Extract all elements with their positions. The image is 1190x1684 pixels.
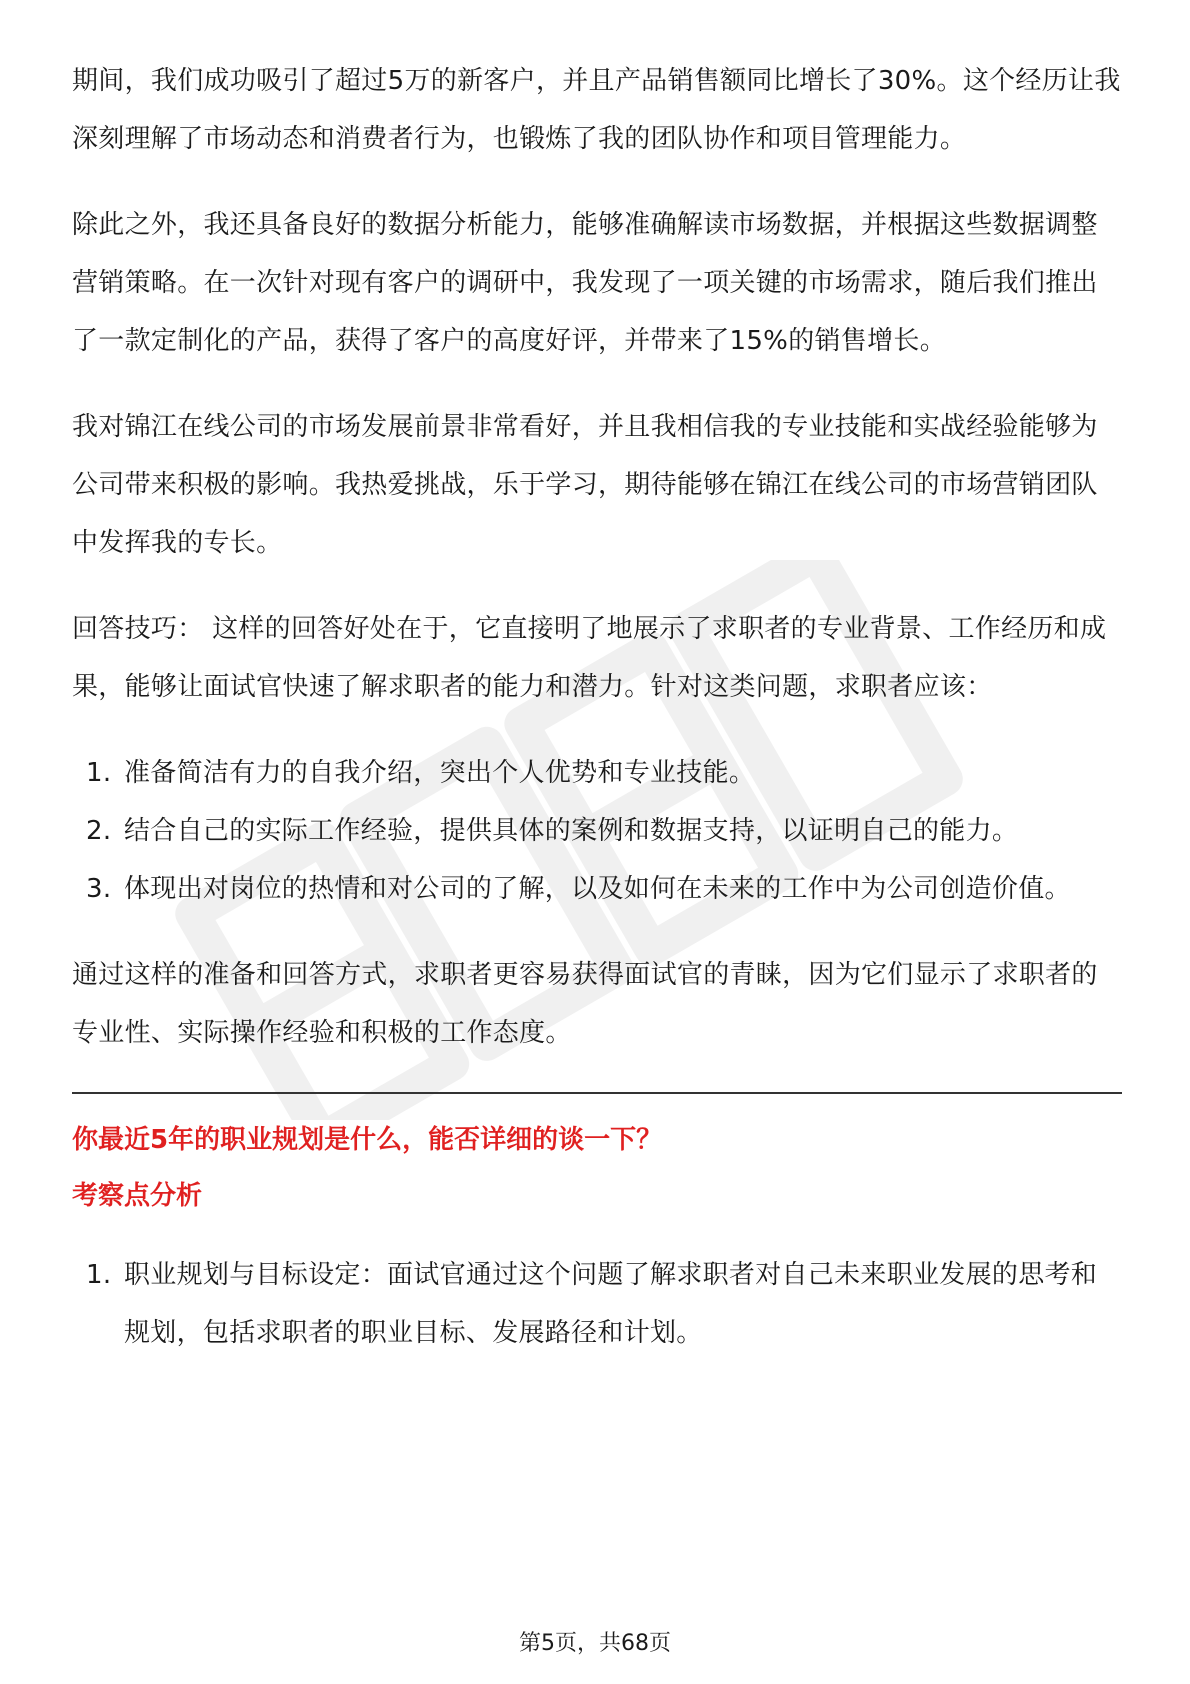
page-footer: 第5页，共68页 — [519, 1631, 671, 1656]
list-item — [72, 1246, 1122, 1362]
list-item-text: 体现出对岗位的热情和对公司的了解，以及如何在未来的工作中为公司创造价值。 — [124, 874, 1071, 904]
list-item-text: 结合自己的实际工作经验，提供具体的案例和数据支持，以证明自己的能力。 — [124, 816, 1019, 846]
list-item — [72, 744, 1122, 802]
list-item-text: 准备简洁有力的自我介绍，突出个人优势和专业技能。 — [124, 758, 756, 788]
list-item-number: 1. — [86, 758, 112, 788]
list-item-number: 2. — [86, 816, 112, 846]
document-page — [72, 52, 1122, 1390]
paragraph-data-analysis: 除此之外，我还具备良好的数据分析能力，能够准确解读市场数据，并根据这些数据调整营销策略。在一次针对现有客户的调研中，我发现了一项关键的市场需求，随后我们推出了一款定制化的产品，获得了客户的高度好评，并带来了15%的销售增长。 — [72, 210, 1098, 356]
analysis-list — [72, 1246, 1122, 1362]
list-item-number: 3. — [86, 874, 112, 904]
paragraph-answer-tips: 回答技巧： 这样的回答好处在于，它直接明了地展示了求职者的专业背景、工作经历和成果，能够让面试官快速了解求职者的能力和潜力。针对这类问题，求职者应该： — [72, 614, 1107, 702]
question-heading: 你最近5年的职业规划是什么，能否详细的谈一下？ — [72, 1125, 663, 1155]
analysis-heading: 考察点分析 — [72, 1181, 203, 1211]
list-item-number: 1. — [86, 1260, 112, 1290]
paragraph-closing: 通过这样的准备和回答方式，求职者更容易获得面试官的青睐，因为它们显示了求职者的专业性、实际操作经验和积极的工作态度。 — [72, 960, 1098, 1048]
list-item — [72, 802, 1122, 860]
tips-list — [72, 744, 1122, 918]
list-item-text: 职业规划与目标设定：面试官通过这个问题了解求职者对自己未来职业发展的思考和规划，包括求职者的职业目标、发展路径和计划。 — [124, 1260, 1098, 1348]
paragraph-experience: 期间，我们成功吸引了超过5万的新客户，并且产品销售额同比增长了30%。这个经历让我深刻理解了市场动态和消费者行为，也锻炼了我的团队协作和项目管理能力。 — [72, 66, 1121, 154]
list-item — [72, 860, 1122, 918]
section-divider — [72, 1092, 1122, 1094]
paragraph-company-outlook: 我对锦江在线公司的市场发展前景非常看好，并且我相信我的专业技能和实战经验能够为公司带来积极的影响。我热爱挑战，乐于学习，期待能够在锦江在线公司的市场营销团队中发挥我的专长。 — [72, 412, 1098, 558]
